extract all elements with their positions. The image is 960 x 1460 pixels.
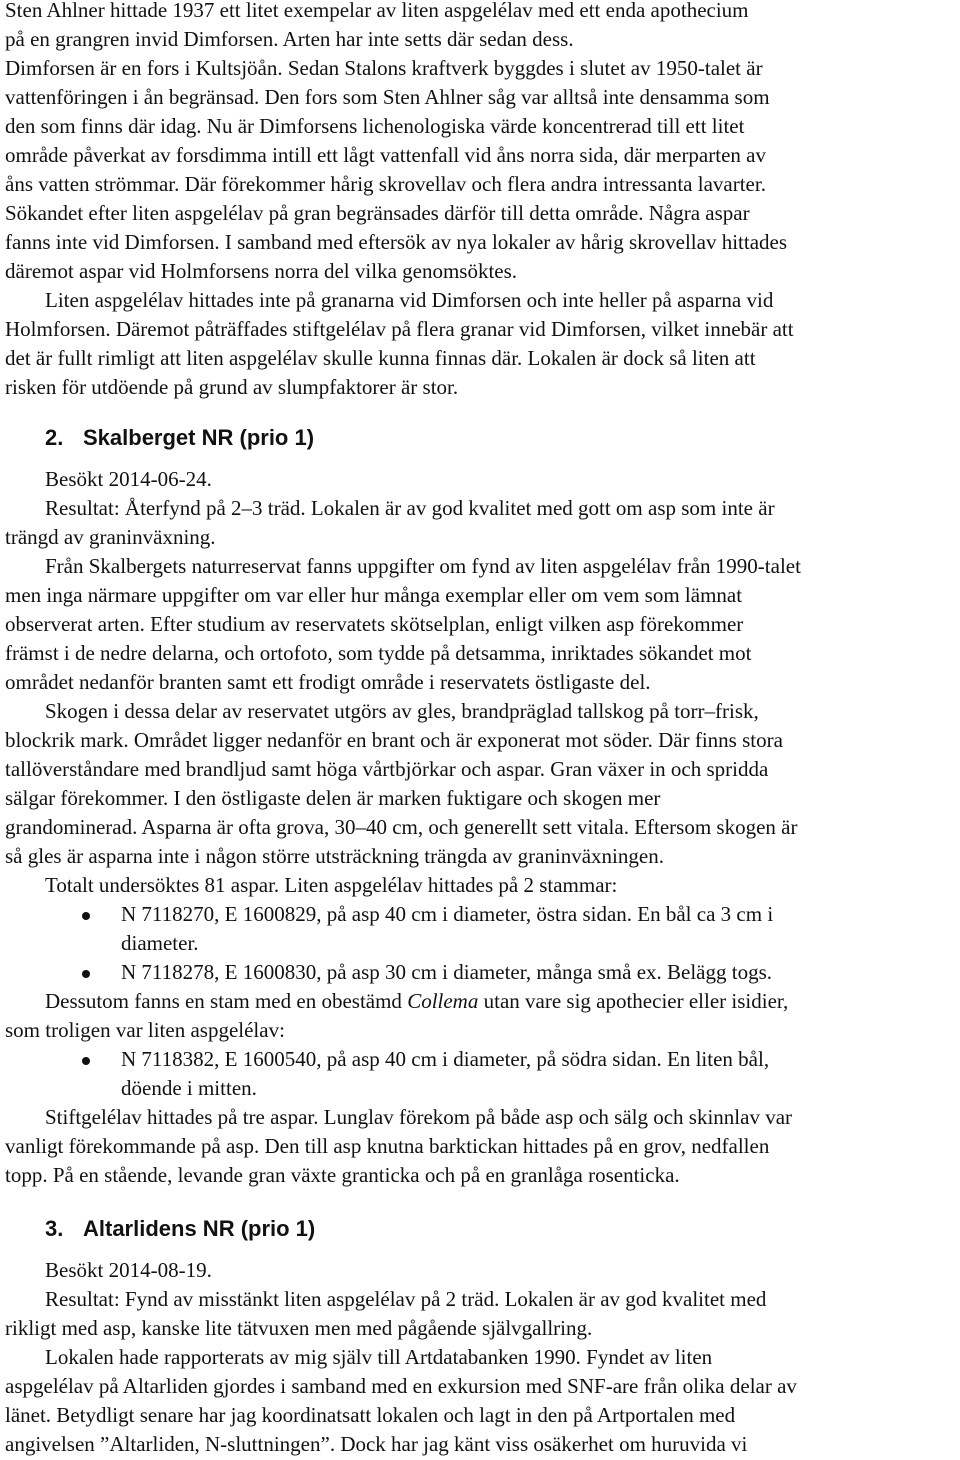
text-line: Resultat: Återfynd på 2–3 träd. Lokalen är av god kvalitet med gott om asp som inte är: [45, 496, 775, 520]
text-line: område påverkat av forsdimma intill ett lågt vattenfall vid åns norra sida, där merparten av: [5, 143, 766, 167]
text-line: åns vatten strömmar. Där förekommer hårig skrovellav och flera andra intressanta lavarter.: [5, 172, 766, 196]
section-heading-skalberget: [45, 423, 314, 452]
section-heading-altarliden: [45, 1214, 315, 1243]
text-line: blockrik mark. Området ligger nedanför en brant och är exponerat mot söder. Där finns stora: [5, 728, 783, 752]
text-line: fanns inte vid Dimforsen. I samband med eftersök av nya lokaler av hårig skrovellav hittades: [5, 230, 788, 254]
text-line: topp. På en stående, levande gran växte granticka och på en granlåga rosenticka.: [5, 1163, 680, 1187]
text-line: vattenföringen i ån begränsad. Den fors som Sten Ahlner såg var alltså inte densamma som: [5, 85, 770, 109]
list-item: N 7118382, E 1600540, på asp 40 cm i diameter, på södra sidan. En liten bål,: [121, 1047, 770, 1071]
text-line: men inga närmare uppgifter om var eller hur många exemplar eller om vem som lämnat: [5, 583, 743, 607]
text-line: Totalt undersöktes 81 aspar. Liten aspgelélav hittades på 2 stammar:: [45, 873, 618, 897]
text-line: Lokalen hade rapporterats av mig själv till Artdatabanken 1990. Fyndet av liten: [45, 1345, 713, 1369]
species-name: Collema: [407, 989, 479, 1013]
text-line: Stiftgelélav hittades på tre aspar. Lunglav förekom på både asp och sälg och skinnlav var: [45, 1105, 793, 1129]
list-item: diameter.: [121, 931, 199, 955]
text-line: däremot aspar vid Holmforsens norra del vilka genomsöktes.: [5, 259, 518, 283]
bullet-icon: [82, 1057, 90, 1065]
text-line: aspgelélav på Altarliden gjordes i samband med en exkursion med SNF-are från olika delar av: [5, 1374, 797, 1398]
section-number: 3.: [45, 1216, 64, 1241]
bullet-icon: [82, 970, 90, 978]
text-line: främst i de nedre delarna, och ortofoto, som tydde på detsamma, inriktades sökandet mot: [5, 641, 752, 665]
text-line: tallöverståndare med brandljud samt höga vårtbjörkar och aspar. Gran växer in och spridda: [5, 757, 769, 781]
text-line: som troligen var liten aspgelélav:: [5, 1018, 285, 1042]
bullet-icon: [82, 912, 90, 920]
text-line: risken för utdöende på grund av slumpfaktorer är stor.: [5, 375, 459, 399]
list-item: N 7118270, E 1600829, på asp 40 cm i diameter, östra sidan. En bål ca 3 cm i: [121, 902, 774, 926]
text-line: Sökandet efter liten aspgelélav på gran begränsades därför till detta område. Några aspar: [5, 201, 750, 225]
section-number: 2.: [45, 425, 64, 450]
text-line: vanligt förekommande på asp. Den till asp knutna barktickan hittades på en grov, nedfallen: [5, 1134, 770, 1158]
list-item: döende i mitten.: [121, 1076, 257, 1100]
section-title: Skalberget NR (prio 1): [83, 425, 315, 450]
text-line: länet. Betydligt senare har jag koordinatsatt lokalen och lagt in den på Artportalen med: [5, 1403, 736, 1427]
text-line: Dimforsen är en fors i Kultsjöån. Sedan Stalons kraftverk byggdes i slutet av 1950-talet är: [5, 56, 763, 80]
visited-date: Besökt 2014-08-19.: [45, 1258, 212, 1282]
list-item: N 7118278, E 1600830, på asp 30 cm i diameter, många små ex. Belägg togs.: [121, 960, 772, 984]
text-line: det är fullt rimligt att liten aspgelélav skulle kunna finnas där. Lokalen är dock så liten att: [5, 346, 756, 370]
text-line: den som finns där idag. Nu är Dimforsens lichenologiska värde koncentrerad till ett litet: [5, 114, 745, 138]
text-line: angivelsen ”Altarliden, N-sluttningen”. Dock har jag känt viss osäkerhet om huruvida vi: [5, 1432, 748, 1456]
text-line: Sten Ahlner hittade 1937 ett litet exempelar av liten aspgelélav med ett enda apothecium: [5, 0, 749, 22]
section-title: Altarlidens NR (prio 1): [83, 1216, 316, 1241]
text-line: Resultat: Fynd av misstänkt liten aspgelélav på 2 träd. Lokalen är av god kvalitet med: [45, 1287, 767, 1311]
text-line: [45, 987, 788, 1016]
text-line: grandominerad. Asparna är ofta grova, 30–40 cm, och generellt sett vitala. Eftersom skogen är: [5, 815, 798, 839]
text-line: Holmforsen. Däremot påträffades stiftgelélav på flera granar vid Dimforsen, vilket innebär att: [5, 317, 794, 341]
text-line: trängd av graninväxning.: [5, 525, 216, 549]
text-line: sälgar förekommer. I den östligaste delen är marken fuktigare och skogen mer: [5, 786, 661, 810]
text-line: så gles är asparna inte i någon större utsträckning trängda av graninväxningen.: [5, 844, 664, 868]
text-line: området nedanför branten samt ett frodigt område i reservatets östligaste del.: [5, 670, 651, 694]
text-line: på en grangren invid Dimforsen. Arten har inte setts där sedan dess.: [5, 27, 574, 51]
text-line: Liten aspgelélav hittades inte på granarna vid Dimforsen och inte heller på asparna vid: [45, 288, 774, 312]
text-line: observerat arten. Efter studium av reservatets skötselplan, enligt vilken asp förekommer: [5, 612, 744, 636]
text-line: Från Skalbergets naturreservat fanns uppgifter om fynd av liten aspgelélav från 1990-talet: [45, 554, 801, 578]
visited-date: Besökt 2014-06-24.: [45, 467, 212, 491]
text-line: rikligt med asp, kanske lite tätvuxen men med pågående självgallring.: [5, 1316, 593, 1340]
text-line: Skogen i dessa delar av reservatet utgörs av gles, brandpräglad tallskog på torr–frisk,: [45, 699, 759, 723]
text-fragment: utan vare sig apothecier eller isidier,: [478, 989, 789, 1013]
text-fragment: Dessutom fanns en stam med en obestämd: [45, 989, 408, 1013]
